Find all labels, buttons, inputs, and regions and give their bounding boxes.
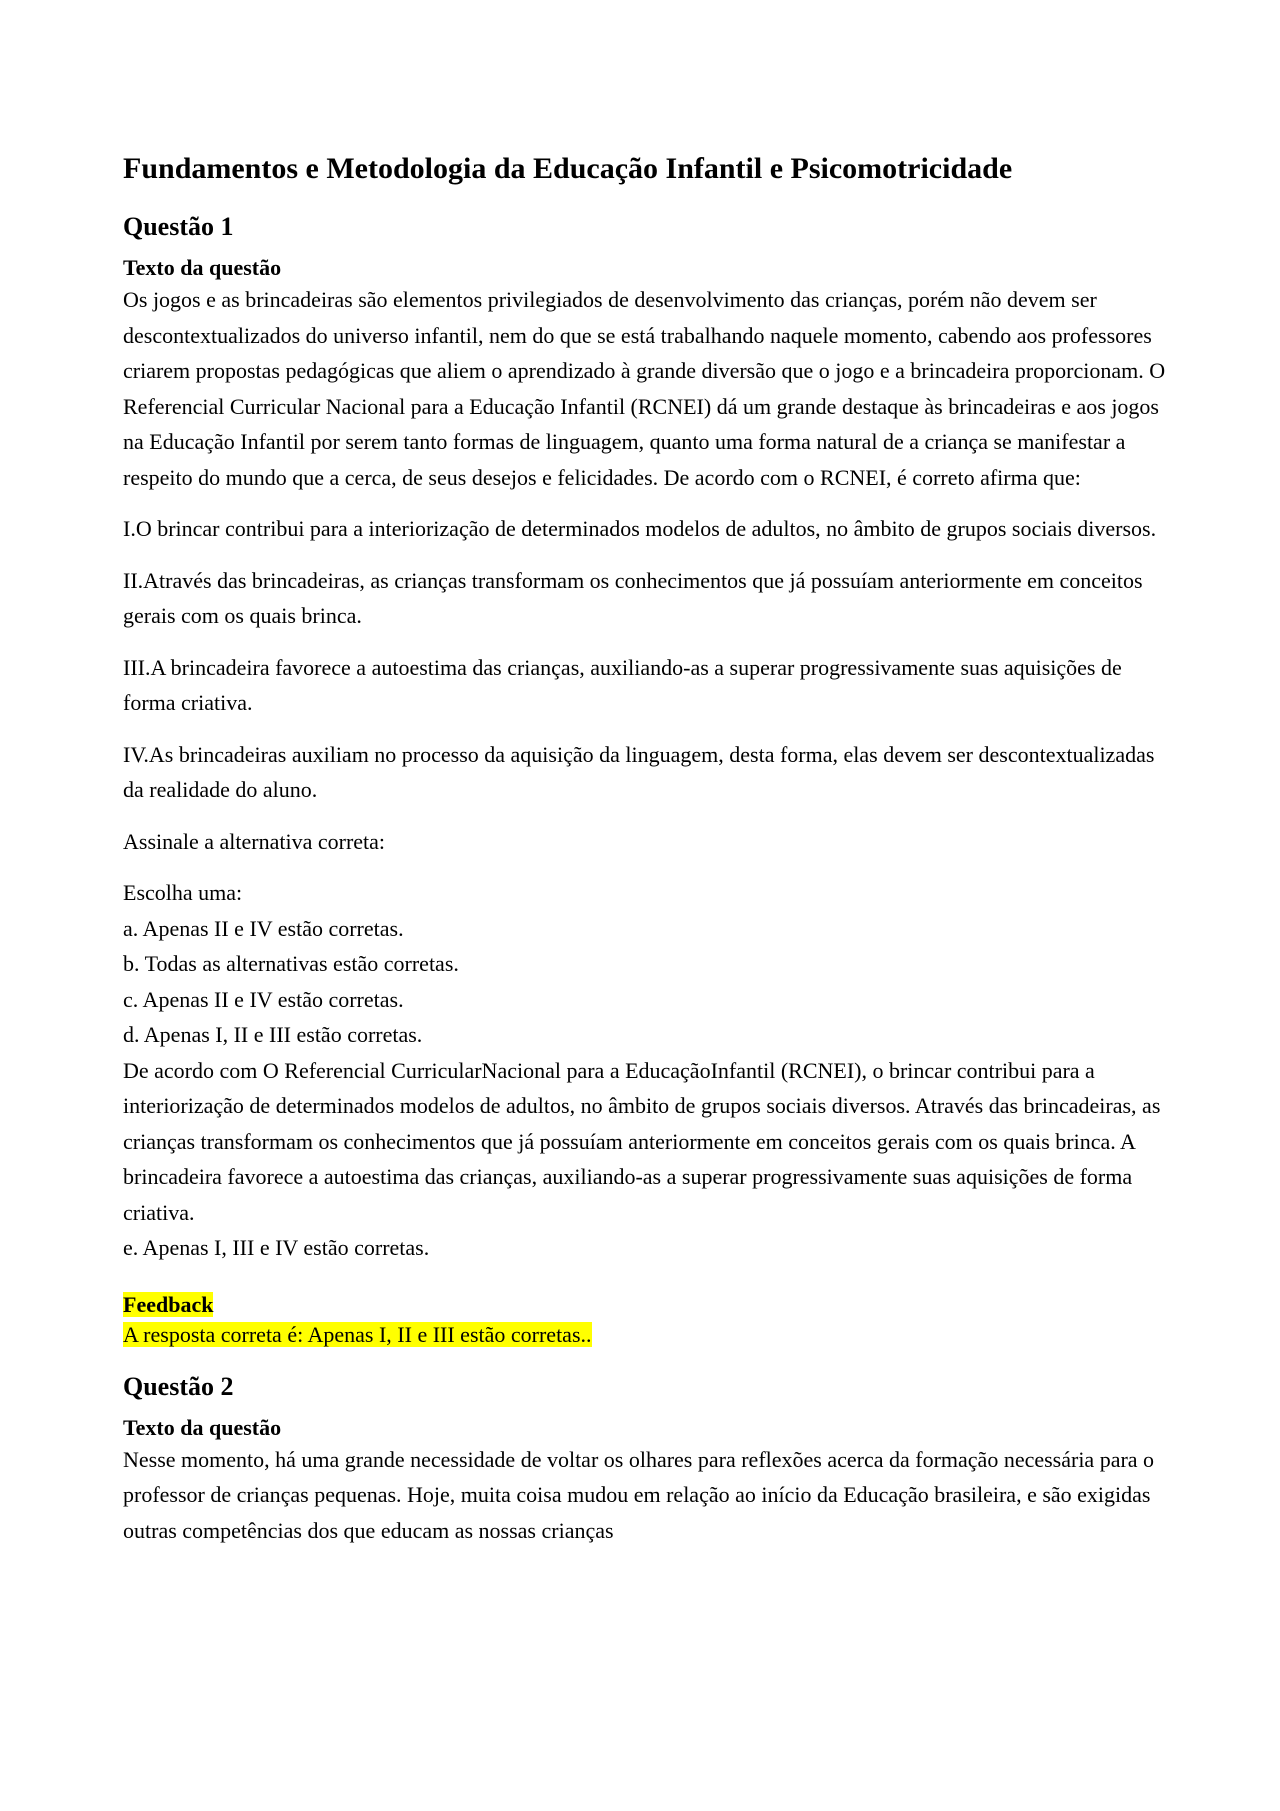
option-c: c. Apenas II e IV estão corretas. [123,986,404,1012]
statement-iv: IV.As brincadeiras auxiliam no processo da aquisição da linguagem, desta forma, elas devem ser descontextualizadas da realidade do aluno. [123,741,1155,802]
feedback-block [123,1290,1168,1350]
option-d: d. Apenas I, II e III estão corretas. [123,1022,423,1047]
question-2-text-label: Texto da questão [123,1414,282,1440]
question-1-instruction: Assinale a alternativa correta: [123,828,386,854]
question-1-intro: Os jogos e as brincadeiras são elementos privilegiados de desenvolvimento das crianças, porém não devem ser descontextualizados do universo infantil, nem do que se está trabalhando naquele momento, cabendo aos professores criarem propostas pedagógicas que aliem o aprendizado à grande diversão que o jogo e a brincadeira proporcionam. O Referencial Curricular Nacional para a Educação Infantil (RCNEI) dá um grande destaque às brincadeiras e aos jogos na Educação Infantil por serem tanto formas de linguagem, quanto uma forma natural de a criança se manifestar a respeito do mundo que a cerca, de seus desejos e felicidades. De acordo com o RCNEI, é correto afirma que: [123,287,1166,490]
option-b: b. Todas as alternativas estão corretas. [123,951,459,976]
document-title: Fundamentos e Metodologia da Educação Infantil e Psicomotricidade [123,152,1013,185]
question-1-text-label: Texto da questão [123,255,282,280]
feedback-title: Feedback [123,1291,214,1317]
option-e: e. Apenas I, III e IV estão corretas. [123,1235,430,1260]
answer-options [123,875,1168,1266]
document-content [123,150,1168,1548]
question-1-heading: Questão 1 [123,212,234,241]
statement-i: I.O brincar contribui para a interiorização de determinados modelos de adultos, no âmbito de grupos sociais diversos. [123,516,1157,541]
question-2-intro: Nesse momento, há uma grande necessidade de voltar os olhares para reflexões acerca da formação necessária para o professor de crianças pequenas. Hoje, muita coisa mudou em relação ao início da Educação brasileira, e são exigidas outras competências dos que educam as nossas crianças [123,1446,1155,1543]
statement-iii: III.A brincadeira favorece a autoestima das crianças, auxiliando-as a superar progressivamente suas aquisições de forma criativa. [123,654,1122,715]
option-d-explanation: De acordo com O Referencial CurricularNacional para a EducaçãoInfantil (RCNEI), o brincar contribui para a interiorização de determinados modelos de adultos, no âmbito de grupos sociais diversos. Através das brincadeiras, as crianças transformam os conhecimentos que já possuíam anteriormente em conceitos gerais com os quais brinca. A brincadeira favorece a autoestima das crianças, auxiliando-as a superar progressivamente suas aquisições de forma criativa. [123,1057,1161,1225]
question-2 [123,1370,1168,1549]
question-1 [123,210,1168,1350]
feedback-text: A resposta correta é: Apenas I, II e III estão corretas.. [123,1321,592,1347]
question-2-heading: Questão 2 [123,1371,234,1401]
option-a: a. Apenas II e IV estão corretas. [123,915,404,941]
statement-ii: II.Através das brincadeiras, as crianças transformam os conhecimentos que já possuíam anteriormente em conceitos gerais com os quais brinca. [123,567,1143,628]
choose-label: Escolha uma: [123,880,243,905]
